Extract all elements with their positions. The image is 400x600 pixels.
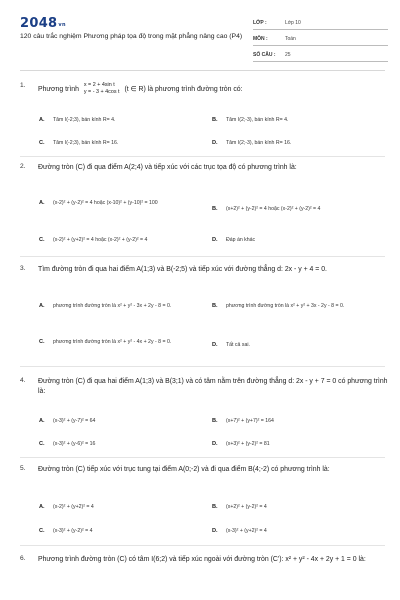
- equation-system: [84, 82, 120, 96]
- option-letter: C.: [39, 528, 45, 534]
- option-letter: B.: [212, 303, 218, 309]
- logo-text: 2048: [20, 16, 58, 31]
- option-letter: B.: [212, 504, 218, 510]
- option-letter: C.: [39, 237, 45, 243]
- option-letter: D.: [212, 342, 218, 348]
- question-separator: [20, 545, 385, 546]
- site-logo[interactable]: [20, 16, 66, 31]
- question-separator: [20, 457, 385, 458]
- option-text: Đáp án khác: [226, 237, 256, 243]
- question-text: Đường tròn (C) đi qua hai điểm A(1;3) và B(3;1) và có tâm nằm trên đường thẳng d: 2x - y + 7 = 0 có phương trình là:: [38, 378, 388, 395]
- equation-line-1: x = 2 + 4sin t: [83, 82, 115, 88]
- option-letter: B.: [212, 117, 218, 123]
- meta-label: SỐ CÂU :: [253, 52, 276, 58]
- meta-value: 25: [285, 52, 291, 58]
- question-separator: [20, 156, 385, 157]
- option-text: (x-3)² + (y-2)² = 4: [53, 528, 93, 534]
- option-letter: A.: [39, 200, 45, 206]
- option-text: (x-3)² + (y-7)² = 64: [53, 418, 96, 424]
- question-separator: [20, 256, 385, 257]
- question-text: Phương trình đường tròn (C) có tâm I(6;2) và tiếp xúc ngoài với đường tròn (C'): x² + y² - 4x + 2y + 1 = 0 là:: [38, 556, 366, 563]
- question-text-pre: Phương trình: [38, 85, 79, 93]
- logo-suffix: vn: [58, 22, 66, 28]
- option-letter: D.: [212, 140, 218, 146]
- question-text: [38, 82, 388, 96]
- option-letter: A.: [39, 117, 45, 123]
- question-number: 5.: [20, 465, 26, 472]
- equation-line-2: y = - 3 + 4cos t: [83, 89, 120, 95]
- option-text: (x+2)² + (y-2)² = 4: [226, 504, 267, 510]
- option-letter: C.: [39, 339, 45, 345]
- option-text: (x-2)² + (y-2)² = 4 hoặc (x-10)² + (y-10)² = 100: [53, 200, 158, 206]
- option-text: Tất cả sai.: [226, 342, 250, 348]
- option-letter: A.: [39, 303, 45, 309]
- question-text: Tìm đường tròn đi qua hai điểm A(1;3) và B(-2;5) và tiếp xúc với đường thẳng d: 2x - y + 4 = 0.: [38, 266, 327, 273]
- meta-row-subject: [253, 33, 388, 46]
- option-text: phương trình đường tròn là x² + y² - 3x + 2y - 8 = 0.: [53, 303, 172, 309]
- question-number: 1.: [20, 82, 26, 89]
- meta-row-count: [253, 49, 388, 62]
- option-text: Tâm I(2;-3), bán kính R= 16.: [226, 140, 292, 146]
- option-text: Tâm I(2;-3), bán kính R= 4.: [226, 117, 289, 123]
- question-text: Đường tròn (C) tiếp xúc với trục tung tại điểm A(0;-2) và đi qua điểm B(4;-2) có phương trình là:: [38, 466, 330, 473]
- option-text: (x-2)² + (y+2)² = 4: [53, 504, 94, 510]
- option-letter: C.: [39, 140, 45, 146]
- option-text: (x+7)² + (y+7)² = 164: [226, 418, 274, 424]
- question-text-post: (t ∈ R) là phương trình đường tròn có:: [124, 85, 243, 93]
- option-letter: D.: [212, 237, 218, 243]
- meta-row-class: [253, 17, 388, 30]
- option-letter: D.: [212, 528, 218, 534]
- option-text: (x-3)² + (y+2)² = 4: [226, 528, 267, 534]
- document-header: [0, 0, 400, 66]
- question-number: 2.: [20, 163, 26, 170]
- option-text: Tâm I(-2;3), bán kính R= 16.: [53, 140, 119, 146]
- question-text: Đường tròn (C) đi qua điểm A(2;4) và tiếp xúc với các trục tọa độ có phương trình là:: [38, 164, 297, 171]
- question-number: 3.: [20, 265, 26, 272]
- option-letter: A.: [39, 418, 45, 424]
- option-text: (x+2)² + (y-2)² = 4 hoặc (x-2)² + (y-2)² = 4: [226, 206, 321, 212]
- option-text: (x+3)² + (y-2)² = 81: [226, 441, 270, 447]
- document-meta: [253, 17, 388, 65]
- option-text: (x-3)² + (y-6)² = 16: [53, 441, 96, 447]
- option-letter: A.: [39, 504, 45, 510]
- option-letter: B.: [212, 418, 218, 424]
- meta-value: Toán: [285, 36, 296, 42]
- option-letter: B.: [212, 206, 218, 212]
- meta-value: Lớp 10: [285, 20, 301, 26]
- option-letter: D.: [212, 441, 218, 447]
- option-text: phương trình đường tròn là x² + y² - 4x + 2y - 8 = 0.: [53, 339, 172, 345]
- document-title: 120 câu trắc nghiệm Phương pháp tọa độ trong mặt phẳng nâng cao (P4): [20, 33, 243, 40]
- question-separator: [20, 366, 385, 367]
- option-letter: C.: [39, 441, 45, 447]
- option-text: (x-2)² + (y+2)² = 4 hoặc (x-2)² + (y-2)² = 4: [53, 237, 148, 243]
- question-number: 4.: [20, 377, 26, 384]
- option-text: Tâm I(-2;3), bán kính R= 4.: [53, 117, 116, 123]
- meta-label: MÔN :: [253, 36, 268, 42]
- question-number: 6.: [20, 555, 26, 562]
- header-divider: [20, 70, 385, 71]
- meta-label: LỚP :: [253, 20, 267, 26]
- option-text: phương trình đường tròn là x² + y² + 3x - 2y - 8 = 0.: [226, 303, 345, 309]
